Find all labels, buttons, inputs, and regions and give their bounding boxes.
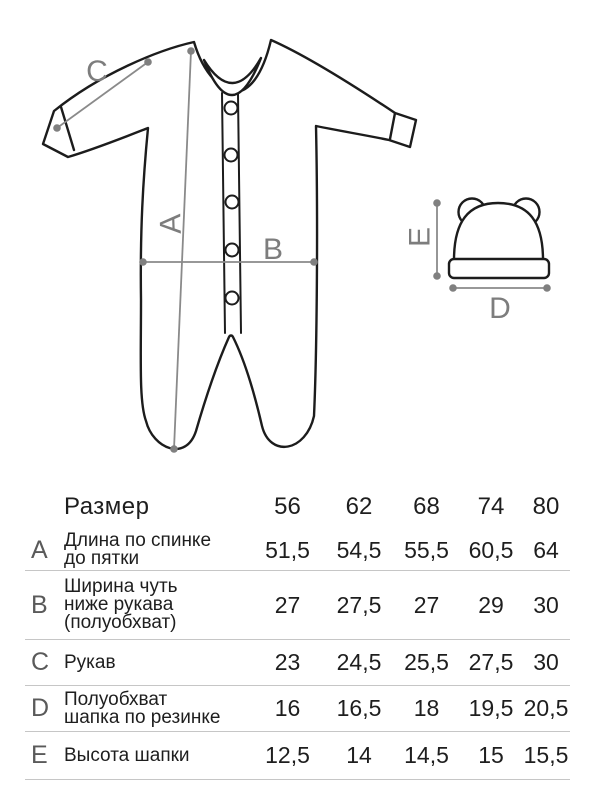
row-value: 60,5: [468, 536, 514, 563]
row-value: 24,5: [336, 649, 382, 675]
row-letter: C: [31, 648, 50, 676]
snap-button: [226, 196, 239, 209]
row-value: 55,5: [404, 536, 449, 563]
snap-button: [225, 149, 238, 162]
row-value: 15: [478, 742, 504, 768]
row-value: 64: [533, 536, 559, 563]
size-80: 80: [532, 493, 560, 520]
label-c: C: [86, 55, 108, 88]
row-value: 16,5: [336, 695, 382, 721]
row-letter: D: [31, 694, 50, 722]
size-column-title: Размер: [64, 493, 150, 520]
table-row-e: [25, 732, 570, 780]
row-value: 25,5: [404, 649, 449, 675]
hat-brim: [449, 259, 549, 278]
row-value: 51,5: [265, 536, 310, 563]
snap-button: [226, 244, 239, 257]
table-row-d: [25, 686, 570, 732]
row-letter: B: [31, 590, 48, 619]
row-value: 16: [274, 695, 301, 721]
snap-button: [225, 102, 238, 115]
row-letter: A: [31, 535, 48, 564]
label-a: A: [154, 213, 188, 235]
row-label: Длина по спинке до пятки: [64, 530, 212, 569]
row-value: 14,5: [404, 742, 449, 768]
size-62: 62: [345, 493, 373, 520]
row-value: 29: [478, 591, 504, 618]
row-value: 27: [413, 591, 440, 618]
table-header-row: [25, 484, 570, 530]
row-value: 15,5: [523, 742, 569, 768]
table-row-a: [25, 530, 570, 571]
row-value: 27,5: [468, 649, 514, 675]
row-value: 12,5: [265, 742, 310, 768]
snap-button: [226, 292, 239, 305]
row-value: 27,5: [336, 591, 382, 618]
row-letter: E: [31, 741, 48, 769]
label-e: E: [403, 226, 437, 248]
row-value: 30: [533, 649, 559, 675]
row-value: 30: [533, 591, 559, 618]
size-68: 68: [413, 493, 440, 520]
row-value: 27: [274, 591, 301, 618]
row-value: 19,5: [468, 695, 514, 721]
row-value: 14: [346, 742, 372, 768]
row-label: Высота шапки: [64, 744, 190, 766]
size-56: 56: [274, 493, 301, 520]
measure-line-d: [449, 284, 551, 292]
table-row-c: [25, 640, 570, 686]
row-label: Полуобхват шапка по резинке: [64, 688, 221, 728]
size-table: [25, 484, 570, 780]
row-value: 18: [413, 695, 440, 721]
row-value: 23: [274, 649, 301, 675]
row-value: 54,5: [336, 536, 382, 563]
hat-drawing: [449, 199, 549, 279]
onesie-drawing: [43, 40, 416, 449]
row-label: Ширина чуть ниже рукава (полуобхват): [64, 576, 178, 633]
size-74: 74: [477, 493, 505, 520]
row-value: 20,5: [523, 695, 569, 721]
label-d: D: [489, 292, 511, 325]
row-label: Рукав: [64, 651, 116, 673]
table-row-b: [25, 571, 570, 640]
label-b: B: [262, 233, 284, 266]
